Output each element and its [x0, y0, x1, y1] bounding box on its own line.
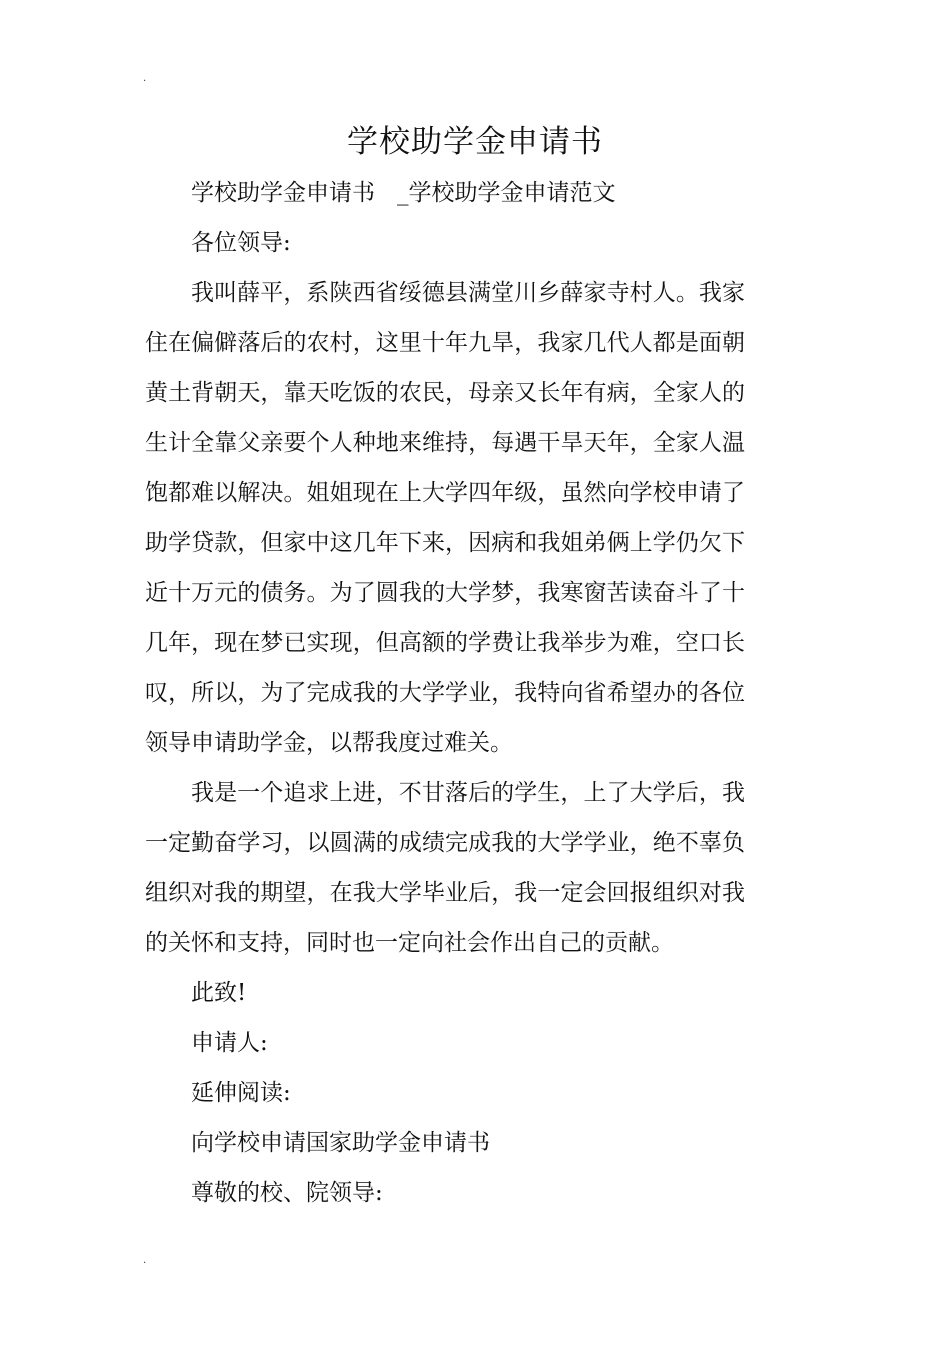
document-body: [145, 168, 745, 1218]
greeting: 各位领导:: [191, 230, 291, 256]
extended-reading-label: 延伸阅读:: [191, 1080, 291, 1106]
closing: 此致!: [191, 980, 247, 1006]
paragraph-1: 我叫薛平，系陕西省绥德县满堂川乡薛家寺村人。我家住在偏僻落后的农村，这里十年九旱，我家几代人都是面朝黄土背朝天，靠天吃饭的农民，母亲又长年有病，全家人的生计全靠父亲要个人种地来维持，每遇干旱天年，全家人温饱都难以解决。姐姐现在上大学四年级，虽然向学校申请了助学贷款，但家中这几年下来，因病和我姐弟俩上学仍欠下近十万元的债务。为了圆我的大学梦，我寒窗苦读奋斗了十几年，现在梦已实现，但高额的学费让我举步为难，空口长叹，所以，为了完成我的大学学业，我特向省希望办的各位领导申请助学金，以帮我度过难关。: [145, 280, 745, 756]
paragraph-2: 我是一个追求上进，不甘落后的学生，上了大学后，我一定勤奋学习，以圆满的成绩完成我的大学学业，绝不辜负组织对我的期望，在我大学毕业后，我一定会回报组织对我的关怀和支持，同时也一定向社会作出自己的贡献。: [145, 780, 745, 956]
extended-greeting: 尊敬的校、院领导:: [191, 1180, 383, 1206]
subtitle-left: 学校助学金申请书: [191, 180, 375, 206]
corner-mark-top: .: [143, 73, 147, 84]
extended-title: 向学校申请国家助学金申请书: [191, 1130, 490, 1156]
subtitle-right: _学校助学金申请范文: [397, 180, 616, 206]
corner-mark-bottom: .: [143, 1255, 147, 1266]
document-subtitle: [145, 168, 745, 218]
applicant-label: 申请人:: [191, 1030, 268, 1056]
document-title: 学校助学金申请书: [347, 124, 603, 160]
